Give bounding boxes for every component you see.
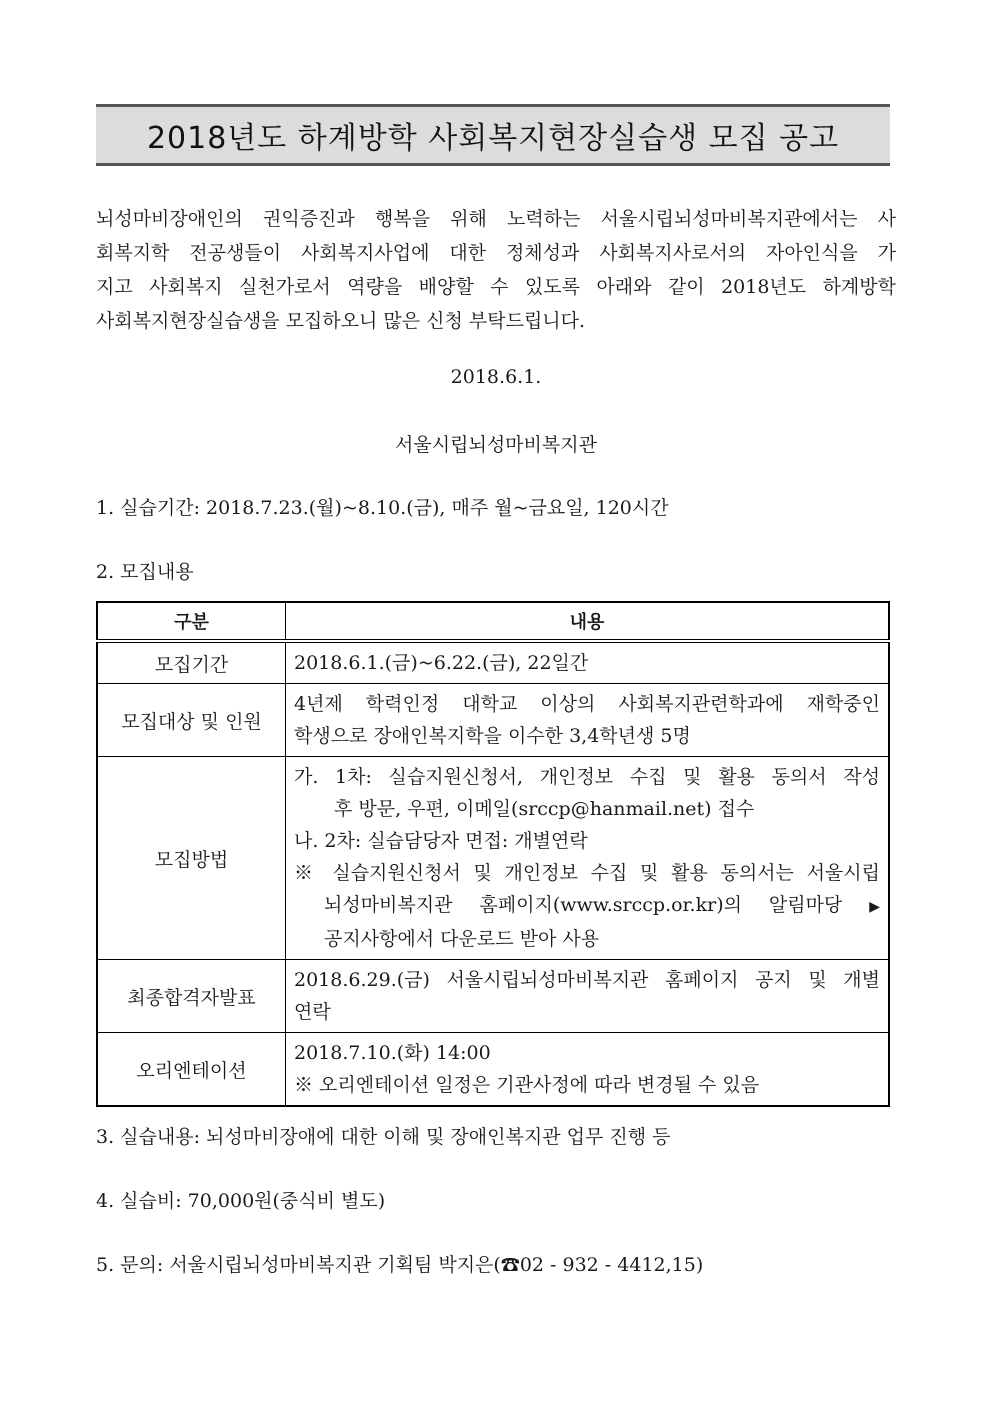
content-line: 연락 (294, 1001, 331, 1023)
table-row (97, 757, 889, 960)
header-content: 내용 (286, 602, 890, 641)
page-title: 2018년도 하계방학 사회복지현장실습생 모집 공고 (146, 121, 840, 156)
content-line: 후 방문, 우편, 이메일(srccp@hanmail.net) 접수 (334, 798, 755, 820)
table-header-row (97, 602, 889, 641)
intro-line: 회복지학 전공생들이 사회복지사업에 대한 정체성과 사회복지사로서의 자아인식을 가 (96, 242, 896, 264)
row-label: 모집대상 및 인원 (97, 684, 286, 757)
recruitment-table (96, 601, 890, 1107)
row-label: 오리엔테이션 (97, 1033, 286, 1107)
content-line: 학생으로 장애인복지학을 이수한 3,4학년생 5명 (294, 725, 691, 747)
content-text: 뇌성마비복지관 홈페이지(www.srccp.or.kr)의 알림마당 (324, 894, 843, 916)
table-row (97, 684, 889, 757)
section-content: 3. 실습내용: 뇌성마비장애에 대한 이해 및 장애인복지관 업무 진행 등 (96, 1126, 671, 1148)
content-line: 공지사항에서 다운로드 받아 사용 (324, 928, 600, 950)
section-period: 1. 실습기간: 2018.7.23.(월)~8.10.(금), 매주 월~금요일, 120시간 (96, 497, 669, 519)
row-content (286, 960, 890, 1033)
table-row (97, 960, 889, 1033)
intro-line: 뇌성마비장애인의 권익증진과 행복을 위해 노력하는 서울시립뇌성마비복지관에서는 사 (96, 208, 896, 230)
content-line: 2018.7.10.(화) 14:00 (294, 1042, 491, 1064)
intro-line: 지고 사회복지 실천가로서 역량을 배양할 수 있도록 아래와 같이 2018년도 하계방학 (96, 276, 896, 298)
table-row (97, 641, 889, 684)
content-line: 2018.6.29.(금) 서울시립뇌성마비복지관 홈페이지 공지 및 개별 (294, 969, 880, 991)
row-label: 모집기간 (97, 641, 286, 684)
intro-line: 사회복지현장실습생을 모집하오니 많은 신청 부탁드립니다. (96, 310, 586, 332)
title-banner (96, 104, 890, 166)
row-content (286, 757, 890, 960)
content-line: 가. 1차: 실습지원신청서, 개인정보 수집 및 활용 동의서 작성 (294, 766, 880, 788)
row-content (286, 684, 890, 757)
section-contact: 5. 문의: 서울시립뇌성마비복지관 기획팀 박지은(☎02 - 932 - 4412,15) (96, 1254, 704, 1276)
row-content (286, 1033, 890, 1107)
content-line: 나. 2차: 실습담당자 면접: 개별연락 (294, 830, 588, 852)
section-fee: 4. 실습비: 70,000원(중식비 별도) (96, 1190, 386, 1212)
intro-paragraph (96, 202, 896, 338)
section-recruitment-heading: 2. 모집내용 (96, 561, 194, 583)
organization-name: 서울시립뇌성마비복지관 (395, 434, 597, 456)
header-category: 구분 (97, 602, 286, 641)
row-label: 최종합격자발표 (97, 960, 286, 1033)
arrow-right-icon: ▶ (869, 899, 880, 915)
announcement-date: 2018.6.1. (450, 366, 542, 388)
row-label: 모집방법 (97, 757, 286, 960)
content-line: ※ 실습지원신청서 및 개인정보 수집 및 활용 동의서는 서울시립 (294, 862, 880, 884)
content-line: 2018.6.1.(금)~6.22.(금), 22일간 (294, 652, 589, 674)
content-line: 4년제 학력인정 대학교 이상의 사회복지관련학과에 재학중인 (294, 693, 880, 715)
content-line (294, 889, 880, 923)
content-line: ※ 오리엔테이션 일정은 기관사정에 따라 변경될 수 있음 (294, 1074, 760, 1096)
row-content (286, 641, 890, 684)
table-row (97, 1033, 889, 1107)
